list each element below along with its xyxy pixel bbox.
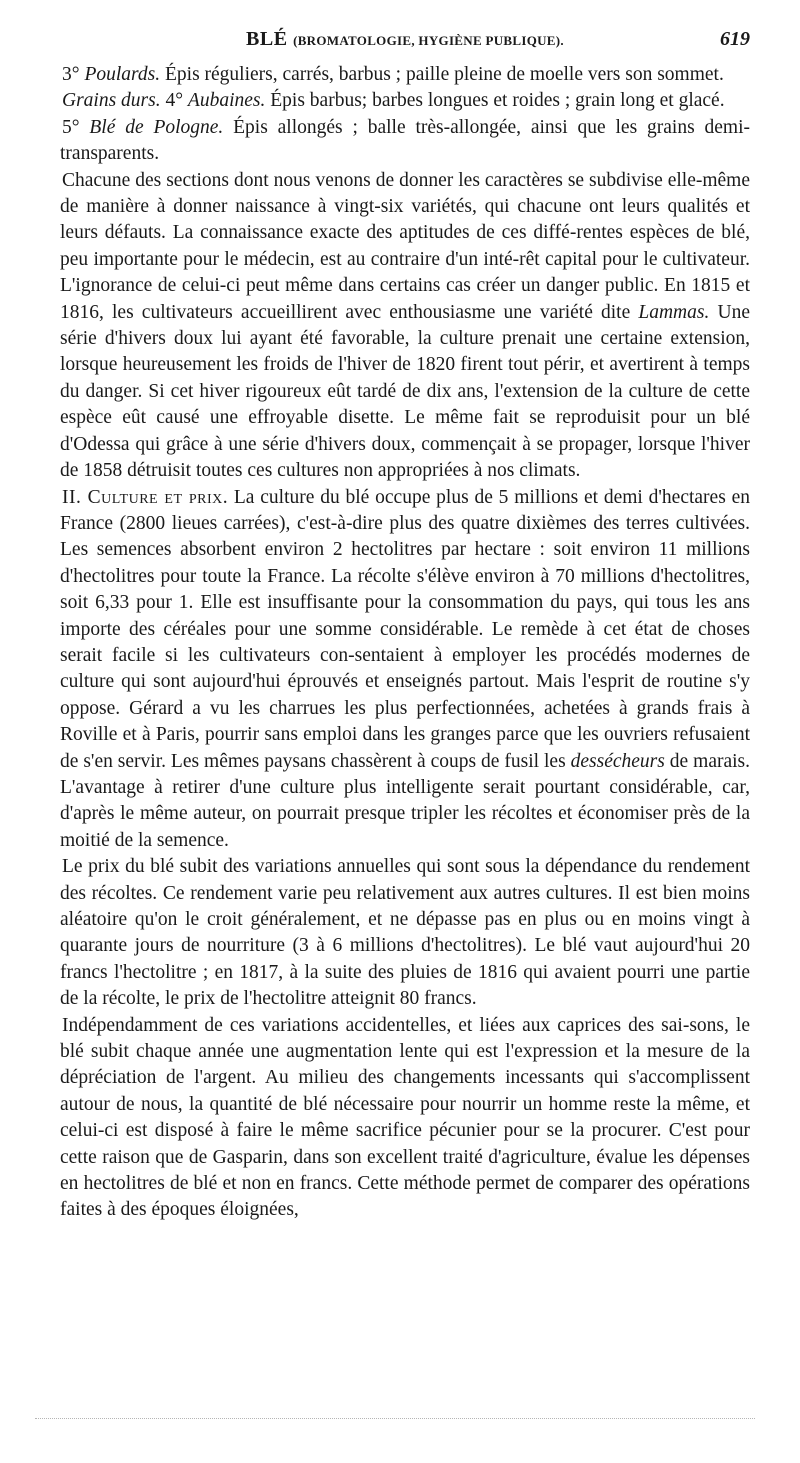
paragraph-independamment — [60, 1013, 750, 1224]
emphasis: dessécheurs — [570, 750, 665, 772]
paragraph-varietes — [60, 168, 750, 485]
item-text: 4° — [160, 90, 188, 112]
paragraph-poulards — [60, 62, 750, 88]
running-title-sub: (BROMATOLOGIE, HYGIÈNE PUBLIQUE). — [293, 33, 564, 48]
paragraph-ble-de-pologne — [60, 115, 750, 168]
paragraph-text-2: Une série d'hivers doux lui ayant été favorable, la culture prenait une certaine extension, lorsque heureusement les froids de l'hiver de 1820 firent tout périr, et avertirent à temps du danger. Si cet hiver rigoureux eût tardé de dix ans, l'extension de la culture de cette espèce eût causé une effroyable disette. Le même fait se reproduisit pour un blé d'Odessa qui grâce à une série d'hivers doux, commençait à se propager, lorsque l'hiver de 1858 détruisit toutes ces cultures non appropriées à nos climats. — [60, 301, 750, 482]
item-number: 5° — [62, 116, 90, 138]
paragraph-text: La culture du blé occupe plus de 5 millions et demi d'hectares en France (2800 lieues carrées), c'est-à-dire plus des quatre dixièmes des terres cultivées. Les semences absorbent environ 2 hectolitres par hectare : soit environ 11 millions d'hectolitres pour toute la France. La récolte s'élève environ à 70 millions d'hectolitres, soit 6,33 pour 1. Elle est insuffisante pour la consommation du pays, qui tous les ans importe des céréales pour une somme considérable. Le remède à cet état de choses serait facile si les cultivateurs con-sentaient à employer les procédés modernes de culture qui sont aujourd'hui éprouvés et enseignés partout. Mais l'esprit de routine s'y oppose. Gérard a vu les charrues les plus perfectionnées, achetées à grands frais à Roville et à Paris, pourrir sans emploi dans les granges parce que les ouvriers refusaient de s'en servir. Les mêmes paysans chassèrent à coups de fusil les — [60, 486, 750, 772]
section-heading: II. Culture et prix. — [62, 486, 229, 508]
item-title: Poulards. — [84, 64, 161, 85]
emphasis: Lammas. — [638, 301, 710, 323]
item-text: Épis allongés ; balle très-allongée, ainsi que les grains demi-transparents. — [60, 116, 750, 165]
item-number: 3° — [62, 64, 85, 85]
item-title: Blé de Pologne. — [89, 116, 224, 138]
paragraph-culture-et-prix — [60, 485, 750, 855]
paragraph-text: Chacune des sections dont nous venons de donner les caractères se subdivise elle-même de manière à donner naissance à vingt-six variétés, qui chacune ont leurs qualités et leurs défauts. La connaissance exacte des aptitudes de ces diffé-rentes espèces de blé, peu importante pour le médecin, est au contraire d'un inté-rêt capital pour le cultivateur. L'ignorance de celui-ci peut même dans certains cas créer un danger public. En 1815 et 1816, les cultivateurs accueillirent avec enthousiasme une variété dite — [60, 169, 750, 323]
paragraph-text: Le prix du blé subit des variations annuelles qui sont sous la dépendance du rendement des récoltes. Ce rendement varie peu relativement aux autres cultures. Il est bien moins aléatoire qu'on le croit généralement, et ne dépasse pas en plus ou en moins vingt à quarante jours de nourriture (3 à 6 millions d'hectolitres). Le blé vaut aujourd'hui 20 francs l'hectolitre ; en 1817, à la suite des pluies de 1816 qui avaient pourri une partie de la récolte, le prix de l'hectolitre atteignit 80 francs. — [60, 856, 750, 1010]
paragraph-text-2: de marais. L'avantage à retirer d'une culture plus intelligente serait pourtant considérable, car, d'après le même auteur, on pourrait presque tripler les récoltes et économiser près de la moitié de la semence. — [60, 750, 750, 851]
paragraph-grains-durs — [60, 88, 750, 114]
item-text-2: Épis barbus; barbes longues et roides ; grain long et glacé. — [265, 90, 725, 112]
running-header — [60, 28, 750, 58]
page-number: 619 — [720, 28, 750, 50]
body-text — [60, 62, 750, 1224]
paragraph-prix-du-ble — [60, 854, 750, 1012]
paragraph-text: Indépendamment de ces variations accidentelles, et liées aux caprices des sai-sons, le blé subit chaque année une augmentation lente qui est l'expression et la mesure de la dépréciation de l'argent. Au milieu des changements incessants qui s'accomplissent autour de nous, la quantité de blé nécessaire pour nourrir un homme reste la même, et celui-ci est disposé à faire le même sacrifice pécunier pour se la procurer. C'est pour cette raison que de Gasparin, dans son excellent traité d'agriculture, évalue les dépenses en hectolitres de blé et non en francs. Cette méthode permet de comparer des opérations faites à des époques éloignées, — [60, 1014, 750, 1221]
item-text: Épis réguliers, carrés, barbus ; paille pleine de moelle vers son sommet. — [160, 64, 724, 85]
item-title-2: Aubaines. — [187, 90, 266, 112]
running-title-main: BLÉ — [246, 28, 288, 50]
page-bottom-rule — [35, 1418, 755, 1423]
running-title — [60, 28, 750, 51]
item-title: Grains durs. — [62, 90, 161, 112]
